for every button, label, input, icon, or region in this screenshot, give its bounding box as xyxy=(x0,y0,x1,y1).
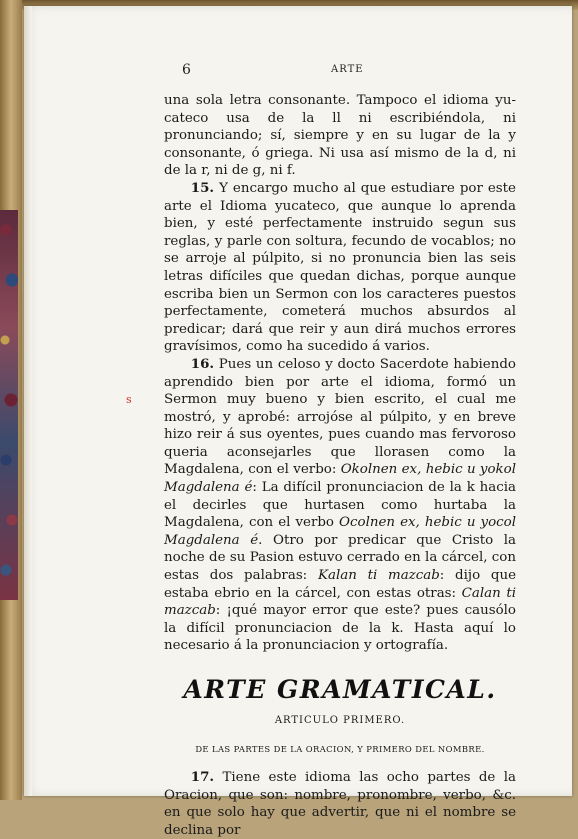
margin-pencil-mark: s xyxy=(126,393,132,406)
section-subtitle: ARTICULO PRIMERO. xyxy=(274,715,406,726)
paragraph-15 xyxy=(164,180,516,356)
marbled-endpaper xyxy=(0,210,18,600)
paragraph-text: Y encargo mucho al que estudiare por este arte el Idioma yucateco, que aunque lo aprenda bien, y esté perfectamente instruido segun sus reglas, y parle con soltura, fecundo de vocablos; no se arroje al púlpito, si no pronuncia bien las seis letras difíciles que quedan dichas, porque aunque escriba bien un Sermon con los caracteres puestos perfectamente, cometerá muchos absurdos al predicar; dará que reir y aun dirá muchos errores gravísimos, como ha sucedido á varios. xyxy=(164,180,516,355)
paragraph-number: 16. xyxy=(190,355,215,372)
paragraph-text: : dijo que estaba ebrio en la cárcel, con estas otras: xyxy=(164,568,516,601)
section-title: ARTE GRAMATICAL. xyxy=(183,675,497,704)
paragraph-number: 15. xyxy=(190,179,215,196)
paragraph-16 xyxy=(164,356,516,655)
maya-phrase: Calan ti mazcab xyxy=(164,585,516,619)
paragraph-text: : ¡qué mayor error que este? pues causólo la difícil pronunciacion de la k. Hasta aquí lo necesario á la pronunciacion y ortografía. xyxy=(164,603,516,654)
maya-phrase: Ocolnen ex, hebic u yocol Magdalena é xyxy=(164,515,516,548)
paragraph-text: . Otro por predicar que Cristo la noche de su Pasion estuvo cerrado en la cárcel, con estas dos palabras: xyxy=(164,532,516,584)
running-head: ARTE xyxy=(331,64,364,75)
page-gutter-shadow xyxy=(24,6,32,796)
maya-phrase: Kalan ti mazcab xyxy=(317,568,440,584)
paragraph-continued: una sola letra consonante. Tampoco el idioma yucateco usa de la ll ni escribiéndola, ni pronunciando; sí, siempre y en su lugar de la y consonante, ó griega. Ni usa así mismo de la d, ni de la r, ni de g, ni f. xyxy=(164,93,516,179)
paragraph-text: Tiene este idioma las ocho partes de la Oracion, que son: nombre, pronombre, verbo, &c. en que solo hay que advertir, que ni el nombre se declina por xyxy=(164,770,516,838)
paragraph-number: 17. xyxy=(190,769,215,785)
page-header xyxy=(182,62,362,80)
maya-phrase: Okolnen ex, hebic u yokol Magdalena é xyxy=(164,462,516,496)
page-number: 6 xyxy=(182,62,191,78)
section-heading: DE LAS PARTES DE LA ORACION, Y PRIMERO DEL NOMBRE. xyxy=(195,744,485,754)
paragraph-text: : La difícil pronunciacion de la k hacia el decirles que hurtasen como hurtaba la Magdalena, con el verbo xyxy=(164,480,516,531)
paragraph-17 xyxy=(164,769,516,839)
page-body xyxy=(164,92,516,839)
paragraph-text: Pues un celoso y docto Sacerdote habiendo aprendido bien por arte el idioma, formó un Sermon muy bueno y bien escrito, el cual me mostró, y aprobé: arrojóse al púlpito, y en breve hizo reir á sus oyentes, pues cuando mas fervoroso queria aconsejarles que llorasen como la Magdalena, con el verbo: xyxy=(164,356,516,478)
